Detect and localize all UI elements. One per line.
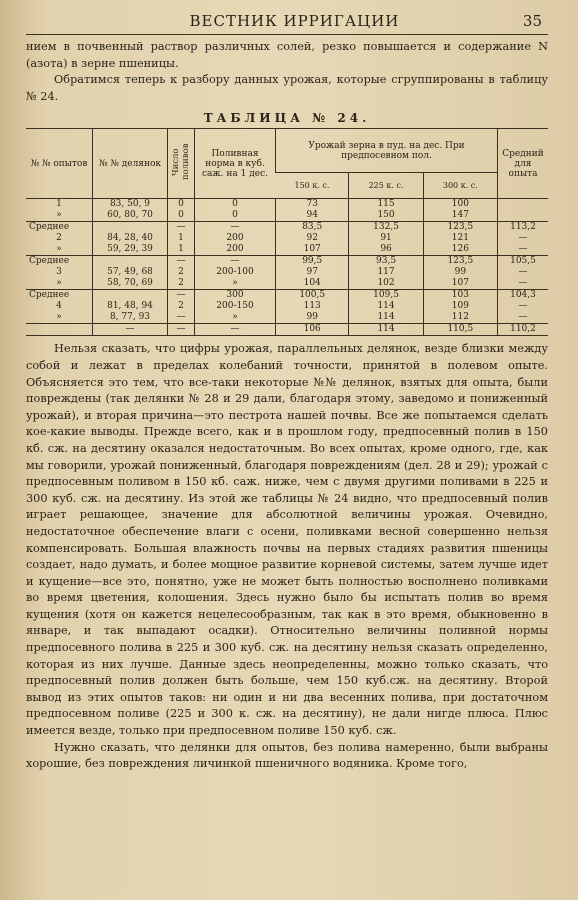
cell-count: 1 bbox=[168, 244, 195, 256]
cell-average: — bbox=[498, 278, 549, 290]
cell-plots: 81, 48, 94 bbox=[93, 301, 168, 312]
paragraph-closing: Нужно сказать, что делянки для опытов, без полива намеренно, были выбраны хорошие, без повреждения личинкой пшеничного водяника. Кроме того, bbox=[26, 740, 548, 771]
cell-count: — bbox=[168, 256, 195, 268]
cell-yield-300: 103 bbox=[423, 290, 497, 302]
cell-count: — bbox=[168, 290, 195, 302]
cell-count: 0 bbox=[168, 210, 195, 222]
table-row bbox=[26, 222, 548, 234]
cell-average bbox=[498, 210, 549, 222]
cell-yield-150: 106 bbox=[276, 324, 349, 336]
cell-yield-300: 107 bbox=[423, 278, 497, 290]
header-experiment-no: № № опытов bbox=[26, 129, 93, 199]
cell-plots: 83, 50, 9 bbox=[93, 199, 168, 211]
table-row bbox=[26, 256, 548, 268]
table-row bbox=[26, 312, 548, 324]
cell-yield-300: 123,5 bbox=[423, 256, 497, 268]
cell-yield-225: 117 bbox=[349, 267, 423, 278]
yield-table bbox=[26, 128, 548, 336]
table-row bbox=[26, 278, 548, 290]
cell-norm: 0 bbox=[195, 210, 276, 222]
cell-plots: 59, 29, 39 bbox=[93, 244, 168, 256]
cell-yield-225: 114 bbox=[349, 301, 423, 312]
cell-norm: 0 bbox=[195, 199, 276, 211]
running-header bbox=[26, 12, 548, 35]
cell-norm: — bbox=[195, 222, 276, 234]
cell-yield-150: 107 bbox=[276, 244, 349, 256]
cell-count: 2 bbox=[168, 301, 195, 312]
cell-yield-150: 99 bbox=[276, 312, 349, 324]
cell-average: — bbox=[498, 301, 549, 312]
cell-plots: 8, 77, 93 bbox=[93, 312, 168, 324]
cell-average bbox=[498, 199, 549, 211]
cell-norm: — bbox=[195, 256, 276, 268]
cell-plots bbox=[93, 256, 168, 268]
cell-count: 2 bbox=[168, 278, 195, 290]
header-pre-sowing-225: 225 к. с. bbox=[349, 173, 423, 199]
cell-norm: 300 bbox=[195, 290, 276, 302]
header-irrigation-norm: Поливная норма в куб. саж. на 1 дес. bbox=[195, 129, 276, 199]
cell-average: 113,2 bbox=[498, 222, 549, 234]
cell-yield-150: 99,5 bbox=[276, 256, 349, 268]
cell-yield-300: 121 bbox=[423, 233, 497, 244]
table-row bbox=[26, 233, 548, 244]
cell-experiment: » bbox=[56, 244, 62, 255]
cell-norm: 200 bbox=[195, 233, 276, 244]
header-pre-sowing-300: 300 к. с. bbox=[423, 173, 497, 199]
cell-average: — bbox=[498, 244, 549, 256]
cell-yield-300: 147 bbox=[423, 210, 497, 222]
cell-plots: — bbox=[93, 324, 168, 336]
cell-yield-150: 97 bbox=[276, 267, 349, 278]
cell-count: 0 bbox=[168, 199, 195, 211]
cell-yield-225: 114 bbox=[349, 312, 423, 324]
header-yield: Урожай зерна в пуд. на дес. При предпосевном пол. bbox=[276, 129, 498, 173]
cell-average: — bbox=[498, 233, 549, 244]
paragraph-intro-1: нием в почвенный раствор различных солей, резко повышается и содержание N (азота) в зерне пшеницы. bbox=[26, 40, 548, 70]
cell-yield-300: 112 bbox=[423, 312, 497, 324]
cell-norm: » bbox=[195, 312, 276, 324]
header-average: Средний для опыта bbox=[498, 129, 549, 199]
cell-plots bbox=[93, 290, 168, 302]
cell-yield-150: 83,5 bbox=[276, 222, 349, 234]
cell-experiment: 3 bbox=[56, 267, 62, 278]
table-row bbox=[26, 210, 548, 222]
cell-experiment: » bbox=[56, 210, 62, 221]
header-pre-sowing-150: 150 к. с. bbox=[276, 173, 349, 199]
cell-count: 1 bbox=[168, 233, 195, 244]
cell-count: — bbox=[168, 324, 195, 336]
header-plot-no: № № делянок bbox=[93, 129, 168, 199]
cell-yield-300: 100 bbox=[423, 199, 497, 211]
cell-yield-225: 150 bbox=[349, 210, 423, 222]
cell-average: 110,2 bbox=[498, 324, 549, 336]
cell-yield-225: 114 bbox=[349, 324, 423, 336]
cell-yield-225: 93,5 bbox=[349, 256, 423, 268]
cell-experiment: 1 bbox=[26, 199, 93, 211]
cell-yield-225: 132,5 bbox=[349, 222, 423, 234]
cell-plots bbox=[93, 222, 168, 234]
cell-plots: 60, 80, 70 bbox=[93, 210, 168, 222]
cell-yield-150: 92 bbox=[276, 233, 349, 244]
cell-plots: 84, 28, 40 bbox=[93, 233, 168, 244]
cell-experiment: 2 bbox=[56, 233, 62, 244]
cell-yield-225: 115 bbox=[349, 199, 423, 211]
page-number: 35 bbox=[522, 12, 542, 30]
cell-yield-150: 73 bbox=[276, 199, 349, 211]
cell-count: — bbox=[168, 222, 195, 234]
cell-yield-225: 109,5 bbox=[349, 290, 423, 302]
cell-experiment: Среднее bbox=[26, 290, 93, 302]
cell-experiment: » bbox=[56, 278, 62, 289]
paragraph-intro-2: Обратимся теперь к разбору данных урожая, которые сгруппированы в таблицу № 24. bbox=[26, 73, 548, 103]
cell-average: 105,5 bbox=[498, 256, 549, 268]
cell-yield-300: 99 bbox=[423, 267, 497, 278]
cell-norm: 200-150 bbox=[195, 301, 276, 312]
cell-norm: 200 bbox=[195, 244, 276, 256]
cell-yield-300: 123,5 bbox=[423, 222, 497, 234]
table-row bbox=[26, 199, 548, 211]
cell-average: 104,3 bbox=[498, 290, 549, 302]
cell-experiment: 4 bbox=[56, 301, 62, 312]
cell-experiment bbox=[26, 324, 93, 336]
journal-title: ВЕСТНИК ИРРИГАЦИИ bbox=[189, 12, 400, 30]
table-row bbox=[26, 324, 548, 336]
table-body bbox=[26, 199, 548, 336]
cell-yield-150: 100,5 bbox=[276, 290, 349, 302]
table-row bbox=[26, 290, 548, 302]
cell-experiment: Среднее bbox=[26, 256, 93, 268]
cell-plots: 58, 70, 69 bbox=[93, 278, 168, 290]
cell-norm: » bbox=[195, 278, 276, 290]
table-title: ТАБЛИЦА № 24. bbox=[203, 111, 371, 126]
cell-count: — bbox=[168, 312, 195, 324]
cell-yield-150: 94 bbox=[276, 210, 349, 222]
cell-plots: 57, 49, 68 bbox=[93, 267, 168, 278]
cell-yield-225: 91 bbox=[349, 233, 423, 244]
cell-norm: 200-100 bbox=[195, 267, 276, 278]
cell-yield-225: 96 bbox=[349, 244, 423, 256]
cell-yield-150: 104 bbox=[276, 278, 349, 290]
cell-yield-300: 110,5 bbox=[423, 324, 497, 336]
table-row bbox=[26, 244, 548, 256]
cell-average: — bbox=[498, 267, 549, 278]
cell-experiment: » bbox=[56, 312, 62, 323]
cell-norm: — bbox=[195, 324, 276, 336]
cell-yield-300: 109 bbox=[423, 301, 497, 312]
cell-count: 2 bbox=[168, 267, 195, 278]
table-row bbox=[26, 267, 548, 278]
cell-average: — bbox=[498, 312, 549, 324]
paragraph-discussion: Нельзя сказать, что цифры урожая, параллельных делянок, везде близки между собой и лежат в пределах колебаний точности, принятой в полевом опыте. Объясняется это тем, что все-таки некоторые №№ делянок, взятых для опыта, были повреждены (так делянки № 28 и 29 дали, благодаря этому, заведомо и пониженный урожай), и вторая причина—это пестрота нашей почвы. Все же попытаемся сделать кое-какие выводы. Прежде всего, как и в прошлом году, предпосевный полив в 150 кб. сж. на десятину оказался недостаточным. Во всех опытах, кроме одного, где, как мы говорили, урожай пониженный, благодаря повреждениям (дел. 28 и 29); урожай с предпосевным поливом в 150 кб. саж. ниже, чем с двумя другими поливами в 225 и 300 куб. сж. на десятину. Из этой же таблицы № 24 видно, что предпосевный полив играет решающее, значение для абсолютной величины урожая. Очевидно, недостаточное обеспечение влаги с осени, поливками весной совершенно нельзя компенсировать. Большая влажность почвы на первых стадиях развития пшеницы создает, надо думать, и более мощное развитие корневой системы, затем лучше идет и кущение—все это, понятно, уже не может быть полностью восполнено поливками во время цветения, колошения. Здесь нужно было бы испытать полив во время кущения (хотя он кажется нецелесообразным, так как в это время, обыкновенно в январе, и так выпадают осадки). Относительно величины поливной нормы предпосевного полива в 225 и 300 куб. сж. на десятину нельзя сказать определенно, которая из них лучше. Данные здесь неопределенны, можно только сказать, что предпосевный полив должен быть больше, чем 150 куб.сж. на десятину. Второй вывод из этих опытов таков: ни один и ни два весенних полива, при достаточном предпосевном поливе (225 и 300 к. сж. на десятину), не дали нигде плюса. Плюс имеется везде, только при предпосевном поливе 150 куб. сж. bbox=[26, 342, 548, 738]
header-irrigation-count: Число поливов bbox=[171, 144, 191, 181]
cell-experiment: Среднее bbox=[26, 222, 93, 234]
cell-yield-150: 113 bbox=[276, 301, 349, 312]
cell-yield-300: 126 bbox=[423, 244, 497, 256]
cell-yield-225: 102 bbox=[349, 278, 423, 290]
table-row bbox=[26, 301, 548, 312]
